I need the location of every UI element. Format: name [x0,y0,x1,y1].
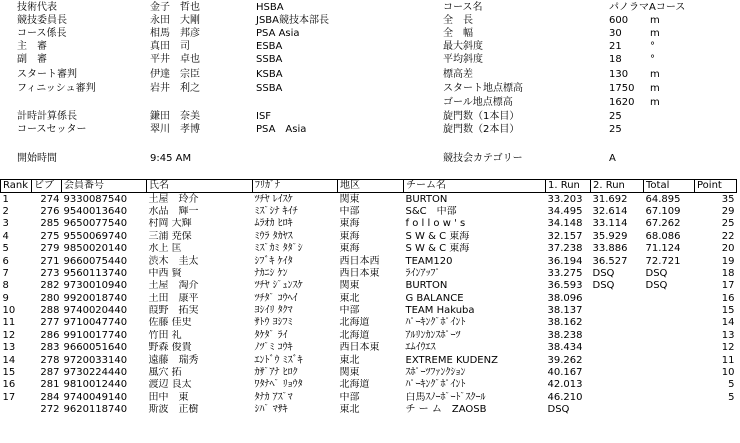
cell-bib: 282 [40,280,60,292]
cell-total [644,392,695,404]
cell-member-no: 9920018740 [63,292,128,304]
official-org: PSA Asia [256,28,300,39]
cell-furigana: ﾂﾁﾀﾞ ｺｳﾍｲ [254,292,298,304]
header-rank: Rank [1,180,32,193]
official-org: ISF [256,111,272,122]
course-label: コース名 [443,2,483,13]
cell-run1: 38.434 [547,342,583,354]
cell-point: 25 [721,218,735,230]
cell-point: 14 [721,317,735,329]
cell-member-no: 9330087540 [63,193,128,205]
official-org: PSA Asia [256,124,307,135]
cell-run2: 33.114 [592,218,628,230]
cell-furigana: ｼﾌﾞｷ ｹｲﾀ [254,255,293,267]
cell-total: 64.895 [645,193,681,205]
cell-total [644,379,695,391]
cell-run1: 40.167 [547,367,583,379]
cell-team: EXTREME KUDENZ [405,354,498,366]
official-name: 相馬 邦彦 [150,28,200,39]
cell-point: 5 [728,379,735,391]
course-value: 1620 [609,97,635,108]
cell-name: 水上 匡 [148,243,182,255]
cell-point: 22 [721,230,735,242]
cell-run2: DSQ [592,267,615,279]
table-header-row [1,180,737,193]
cell-run2 [591,367,644,379]
cell-point: 15 [721,305,735,317]
table-row [1,379,737,391]
table-row [1,305,737,317]
table-row [1,293,737,305]
cell-run2: 35.929 [592,230,628,242]
cell-name: 渡辺 良太 [148,379,192,391]
table-row [1,231,737,243]
cell-team: ｽﾎﾟｰﾂﾌｧﾝｸｼｮﾝ [405,367,466,379]
cell-total [644,305,695,317]
cell-region: 北海道 [339,329,370,341]
cell-point: 5 [728,391,735,403]
cell-rank [1,404,32,416]
header-name: 氏名 [147,180,253,193]
table-row [1,392,737,404]
cell-total: 67.262 [645,218,681,230]
cell-point [695,404,737,416]
cell-rank: 14 [2,354,16,366]
cell-furigana: ﾐｽﾞｼﾅ ｷｲﾁ [254,205,298,217]
cell-run2 [591,317,644,329]
header-run1: 1. Run [546,180,591,193]
table-row [1,330,737,342]
course-label: 平均斜度 [443,54,483,65]
cell-furigana: ｼﾊﾞ ﾏｻｷ [254,404,288,416]
cell-run1: 33.275 [547,267,583,279]
cell-region: 中部 [339,305,360,317]
cell-point: 11 [721,354,735,366]
cell-member-no: 9720033140 [63,354,128,366]
cell-total [644,317,695,329]
official-role: コースセッター [17,124,87,135]
official-name: 真田 司 [150,41,190,52]
cell-bib: 287 [40,367,60,379]
cell-name: 三浦 尭保 [148,230,192,242]
cell-run2: 36.527 [592,255,628,267]
course-value: 1750 [609,83,635,94]
course-value: 25 [609,124,622,135]
course-unit: m [650,83,660,94]
cell-bib: 280 [40,292,60,304]
course-value: 18 [609,54,622,65]
cell-furigana: ｴﾝﾄﾞｳ ﾐｽﾞｷ [254,354,303,366]
cell-rank: 10 [2,305,16,317]
cell-furigana: ﾀﾅｶ ｱｽﾞﾏ [254,391,293,403]
cell-run2 [591,392,644,404]
course-label: 全 幅 [443,28,473,39]
header-furigana: ﾌﾘｶﾞﾅ [253,180,338,193]
cell-run1: 36.194 [547,255,583,267]
official-name: 鎌田 奈美 [150,111,200,122]
cell-member-no: 9740020440 [63,305,128,317]
cell-bib: 283 [40,342,60,354]
cell-furigana: ﾂﾁﾔ ｼﾞｭﾝｽｹ [254,280,303,292]
cell-run1: 39.262 [547,354,583,366]
cell-bib: 277 [40,317,60,329]
cell-furigana: ﾉﾂﾞﾐ ｺｳｷ [254,342,293,354]
official-name: 翠川 孝博 [150,124,200,135]
table-row [1,206,737,218]
table-row [1,218,737,230]
table-row [1,354,737,366]
cell-team: G BALANCE [405,292,464,304]
cell-run2 [591,330,644,342]
course-unit: m [650,28,660,39]
cell-furigana: ﾖｼｲﾘ ﾀｸﾏ [254,305,293,317]
cell-name: 佐藤 佳史 [148,317,192,329]
cell-bib: 288 [40,305,60,317]
cell-region: 東北 [339,354,360,366]
table-row [1,268,737,280]
cell-total [644,342,695,354]
official-role: フィニッシュ審判 [17,83,96,94]
course-unit: m [650,15,660,26]
cell-name: 風穴 拓 [148,367,182,379]
cell-rank: 9 [2,292,9,304]
official-org: HSBA [256,2,284,13]
cell-rank: 8 [2,280,9,292]
official-role: 競技委員長 [17,15,67,26]
cell-member-no: 9550069740 [63,230,128,242]
cell-team: ｱﾙﾘﾝｶﾝｽﾎﾟｰﾂ [405,329,461,341]
cell-run2: DSQ [592,280,615,292]
official-role: 主 審 [17,41,47,52]
cell-rank: 15 [2,367,16,379]
cell-furigana: ｻﾄｳ ﾖｼﾌﾐ [254,317,293,329]
cell-member-no: 9560113740 [63,267,128,279]
header-point: Point [695,180,737,193]
header-team: チーム名 [404,180,546,193]
cell-run2 [591,293,644,305]
official-org: JSBA競技本部長 [256,15,329,26]
cell-furigana: ﾐｳﾗ ﾀｶﾔｽ [254,230,293,242]
cell-point: 20 [721,243,735,255]
course-label: 標高差 [443,69,473,80]
cell-point: 16 [721,292,735,304]
cell-name: 野森 俊貴 [148,342,192,354]
cell-point: 35 [721,193,735,205]
cell-bib: 276 [40,205,60,217]
cell-region: 東北 [339,404,360,416]
cell-point: 13 [721,329,735,341]
cell-name: 竹田 礼 [148,329,182,341]
official-name: 伊達 宗臣 [150,69,200,80]
cell-member-no: 9650077540 [63,218,128,230]
cell-run1: 46.210 [547,391,583,403]
cell-team: TEAM120 [405,255,453,267]
cell-furigana: ﾂﾁﾔ ﾚｲｽｹ [254,193,293,205]
cell-total [644,293,695,305]
cell-region: 東北 [339,292,360,304]
cell-point: 29 [721,205,735,217]
cell-member-no: 9850020140 [63,243,128,255]
course-value: 25 [609,111,622,122]
cell-furigana: ｶｻﾞｱﾅ ﾋﾛｸ [254,367,298,379]
cell-region: 西日本東 [339,267,380,279]
cell-total [644,330,695,342]
cell-team: 白馬ｽﾉｰﾎﾞｰﾄﾞｽｸｰﾙ [405,391,486,403]
cell-region: 中部 [339,205,360,217]
official-role: 副 審 [17,54,47,65]
cell-team: ｴﾑｲｳｴｽ [405,342,436,354]
cell-run2 [591,354,644,366]
cell-total [644,367,695,379]
official-name: 9:45 AM [150,153,192,164]
cell-rank: 13 [2,342,16,354]
cell-member-no: 9730010940 [63,280,128,292]
official-name: 金子 哲也 [150,2,200,13]
cell-region: 関東 [339,193,360,205]
cell-rank: 5 [2,243,9,255]
cell-bib: 286 [40,329,60,341]
cell-furigana: ﾑﾗｵｶ ﾋﾛｷ [254,218,293,230]
course-unit: m [650,97,660,108]
official-org: ESBA [256,41,283,52]
cell-run1: 37.238 [547,243,583,255]
course-label: スタート地点標高 [443,83,523,94]
cell-name: 土屋 淘介 [148,280,199,292]
cell-name: 土田 康平 [148,292,199,304]
course-unit: ° [650,41,655,52]
cell-furigana: ﾜﾀﾅﾍﾞ ﾘｮｳﾀ [254,379,303,391]
cell-team: ﾊﾟｰｷﾝｸﾞﾎﾟｲﾝﾄ [405,317,466,329]
table-row [1,255,737,267]
cell-team: f o l l o w ' s [405,218,466,230]
cell-bib: 273 [40,267,60,279]
cell-run1: 33.203 [547,193,583,205]
cell-bib: 274 [40,193,60,205]
course-value: 30 [609,28,622,39]
cell-name: 葭野 拓実 [148,305,199,317]
cell-team: S W & C 東海 [405,243,470,255]
cell-total: 67.109 [645,205,681,217]
course-unit: ° [650,54,655,65]
cell-total [644,404,695,416]
cell-run1: 32.157 [547,230,583,242]
cell-member-no: 9910017740 [63,329,128,341]
cell-bib: 275 [40,230,60,242]
cell-name: 村岡 大輝 [148,218,192,230]
official-org: KSBA [256,69,283,80]
official-org: SSBA [256,83,283,94]
cell-point: 17 [721,280,735,292]
cell-run2 [591,379,644,391]
official-role: コース係長 [17,28,67,39]
cell-rank: 3 [2,218,9,230]
header-run2: 2. Run [591,180,644,193]
official-role: 開始時間 [17,153,57,164]
cell-bib: 284 [40,391,60,403]
cell-member-no: 9660051640 [63,342,128,354]
cell-rank: 1 [2,193,9,205]
cell-member-no: 9660075440 [63,255,128,267]
cell-total: 68.086 [645,230,681,242]
cell-region: 中部 [339,391,360,403]
cell-run1: 36.593 [547,280,583,292]
cell-point: 10 [721,367,735,379]
cell-bib: 279 [40,243,60,255]
cell-run2 [591,305,644,317]
table-row [1,342,737,354]
cell-member-no: 9710047740 [63,317,128,329]
header-total: Total [644,180,695,193]
cell-team: S W & C 東海 [405,230,470,242]
cell-name: 中西 賢 [148,267,182,279]
official-name: 平井 卓也 [150,54,200,65]
cell-point: 19 [721,255,735,267]
cell-bib: 281 [40,379,60,391]
cell-name: 渋木 圭太 [148,255,199,267]
cell-region: 西日本東 [339,342,380,354]
table-row [1,193,737,206]
cell-region: 東海 [339,230,360,242]
cell-furigana: ﾀｹﾀﾞ ﾗｲ [254,329,288,341]
course-value: 130 [609,69,629,80]
course-unit: m [650,69,660,80]
course-value: A [609,153,616,164]
table-row [1,317,737,329]
cell-total: DSQ [645,280,668,292]
course-value: 600 [609,15,629,26]
course-label: 全 長 [443,15,473,26]
cell-region: 東海 [339,243,360,255]
cell-region: 関東 [339,280,360,292]
results-table [0,179,737,416]
cell-run1: 38.238 [547,329,583,341]
cell-bib: 278 [40,354,60,366]
cell-name: 水品 輝一 [148,205,199,217]
cell-run2: 32.614 [592,205,628,217]
cell-rank: 7 [2,267,9,279]
cell-run1: 34.148 [547,218,583,230]
cell-bib: 285 [40,218,60,230]
cell-furigana: ﾅｶﾆｼ ｹﾝ [254,267,288,279]
cell-team: TEAM Hakuba [405,305,475,317]
cell-region: 西日本西 [339,255,380,267]
cell-name: 土屋 玲介 [148,193,199,205]
table-row [1,280,737,292]
table-row [1,367,737,379]
cell-total: DSQ [645,267,668,279]
cell-run1: 38.162 [547,317,583,329]
cell-member-no: 9620118740 [63,404,128,416]
course-value: パノラマAコース [609,2,686,13]
cell-point: 12 [721,342,735,354]
cell-member-no: 9810012440 [63,379,128,391]
cell-name: 斯波 正樹 [148,404,199,416]
cell-rank: 11 [2,317,16,329]
header-bib: ビブ [32,180,62,193]
course-label: 旋門数（1本目） [443,111,520,122]
cell-total: 72.721 [645,255,681,267]
cell-rank: 4 [2,230,9,242]
cell-rank: 6 [2,255,9,267]
cell-team: チ ー ム ZAOSB [405,404,487,416]
cell-team: BURTON [405,193,448,205]
header-member-no: 会員番号 [62,180,147,193]
cell-furigana: ﾐｽﾞｶﾐ ﾀﾀﾞｼ [254,243,303,255]
cell-name: 遠藤 瑞秀 [148,354,199,366]
cell-run2: 31.692 [592,193,628,205]
cell-member-no: 9540013640 [63,205,128,217]
cell-region: 北海道 [339,379,370,391]
official-role: 技術代表 [17,2,57,13]
cell-total [644,354,695,366]
course-label: 旋門数（2本目） [443,124,520,135]
cell-bib: 272 [40,404,60,416]
table-row [1,404,737,416]
official-name: 永田 大剛 [150,15,200,26]
cell-name: 田中 東 [148,391,189,403]
cell-rank: 16 [2,379,16,391]
official-org: SSBA [256,54,283,65]
cell-total: 71.124 [645,243,681,255]
cell-run2: 33.886 [592,243,628,255]
cell-team: ﾊﾟｰｷﾝｸﾞﾎﾟｲﾝﾄ [405,379,466,391]
table-row [1,243,737,255]
cell-region: 北海道 [339,317,370,329]
cell-team: S&C 中部 [405,205,457,217]
cell-region: 関東 [339,367,360,379]
official-name: 岩井 利之 [150,83,200,94]
cell-team: ﾗｲﾝｱｯﾌﾟ [405,267,441,279]
header-region: 地区 [338,180,404,193]
cell-team: BURTON [405,280,448,292]
official-role: スタート審判 [17,69,77,80]
cell-run1: DSQ [547,404,570,416]
cell-rank: 12 [2,329,16,341]
course-label: ゴール地点標高 [443,97,513,108]
cell-run1: 38.096 [547,292,583,304]
cell-point: 18 [721,267,735,279]
cell-member-no: 9730224440 [63,367,128,379]
course-label: 競技会カテゴリー [443,153,523,164]
cell-member-no: 9740049140 [63,391,128,403]
cell-run2 [591,404,644,416]
cell-run2 [591,342,644,354]
cell-run1: 42.013 [547,379,583,391]
official-role: 計時計算係長 [17,111,77,122]
cell-run1: 38.137 [547,305,583,317]
cell-bib: 271 [40,255,60,267]
cell-rank: 17 [2,391,16,403]
cell-rank: 2 [2,205,9,217]
course-value: 21 [609,41,622,52]
course-label: 最大斜度 [443,41,483,52]
cell-run1: 34.495 [547,205,583,217]
cell-region: 東海 [339,218,360,230]
